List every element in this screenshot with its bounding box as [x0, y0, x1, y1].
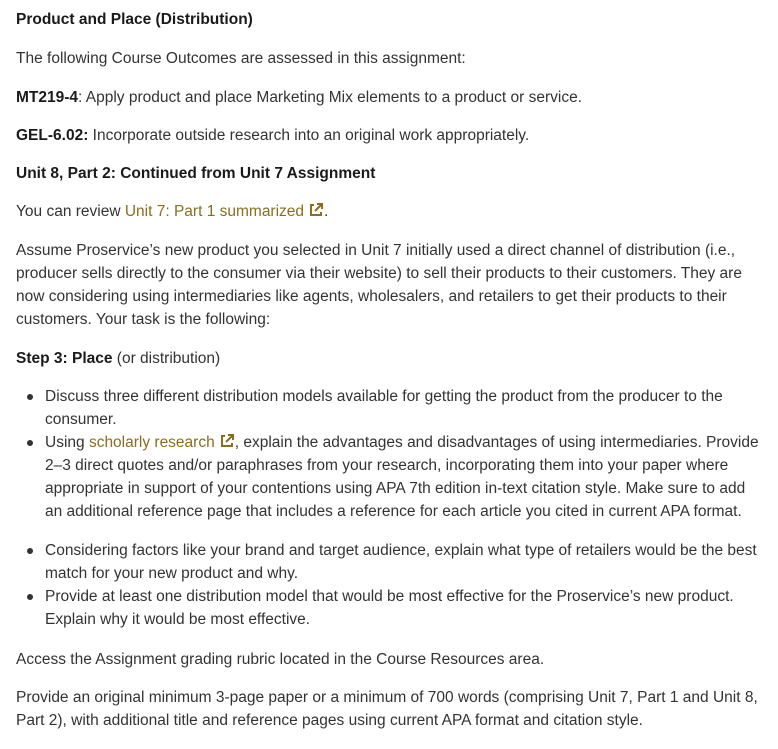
final-paragraph: Provide an original minimum 3-page paper or a minimum of 700 words (comprising Unit 7, Part 1 and Unit 8, Part 2), with additional title and reference pages using current APA format and citation style. [16, 689, 758, 729]
rubric-line: Access the Assignment grading rubric located in the Course Resources area. [16, 651, 545, 668]
list-item-text: , explain the advantages and disadvantages of using intermediaries. Provide 2–3 direct quotes and/or paraphrases from your research, incorporating them into your paper where appropriate in support of your contentions using APA 7th edition in-text citation style. Make sure to add an additional reference page that includes a reference for each article you cited in current APA format. [45, 434, 759, 520]
outcome-text: Incorporate outside research into an original work appropriately. [88, 127, 530, 144]
review-prefix: You can review [16, 203, 125, 220]
list-item-prefix: Using [45, 434, 89, 451]
external-link-icon [219, 433, 235, 449]
review-line [16, 200, 766, 223]
step-suffix: (or distribution) [112, 350, 221, 367]
outcome-code: GEL-6.02: [16, 127, 89, 144]
outcome-text: : Apply product and place Marketing Mix elements to a product or service. [78, 89, 583, 106]
assume-paragraph: Assume Proservice’s new product you selected in Unit 7 initially used a direct channel of distribution (i.e., producer sells directly to the consumer via their website) to sell their products to their customers. They are now considering using intermediaries like agents, wholesalers, and retailers to get their products to their customers. Your task is the following: [16, 242, 742, 328]
review-suffix: . [324, 203, 329, 220]
outcome-mt219-4 [16, 86, 766, 109]
outcome-code: MT219-4 [16, 89, 79, 106]
outcomes-intro: The following Course Outcomes are assessed in this assignment: [16, 50, 466, 67]
list-item [45, 431, 765, 523]
scholarly-research-link-text: scholarly research [88, 434, 215, 451]
bullet-list-1 [16, 385, 765, 523]
unit-heading: Unit 8, Part 2: Continued from Unit 7 Assignment [16, 165, 376, 182]
step-heading [16, 347, 766, 370]
external-link-icon [308, 202, 324, 218]
unit7-part1-link[interactable] [125, 203, 324, 220]
list-item [45, 539, 765, 585]
list-item-text: Provide at least one distribution model that would be most effective for the Proservice’s new product. Explain why it would be most effective. [45, 588, 734, 628]
outcome-gel-6-02 [16, 124, 766, 147]
step-label: Step 3: Place [16, 350, 113, 367]
list-item-text: Discuss three different distribution models available for getting the product from the producer to the consumer. [45, 388, 723, 428]
list-item-text: Considering factors like your brand and target audience, explain what type of retailers would be the best match for your new product and why. [45, 542, 757, 582]
bullet-list-2 [16, 539, 765, 631]
page-title: Product and Place (Distribution) [16, 11, 253, 28]
list-item [45, 585, 765, 631]
unit7-part1-link-text: Unit 7: Part 1 summarized [124, 203, 305, 220]
list-item [45, 385, 765, 431]
scholarly-research-link[interactable] [89, 434, 235, 451]
